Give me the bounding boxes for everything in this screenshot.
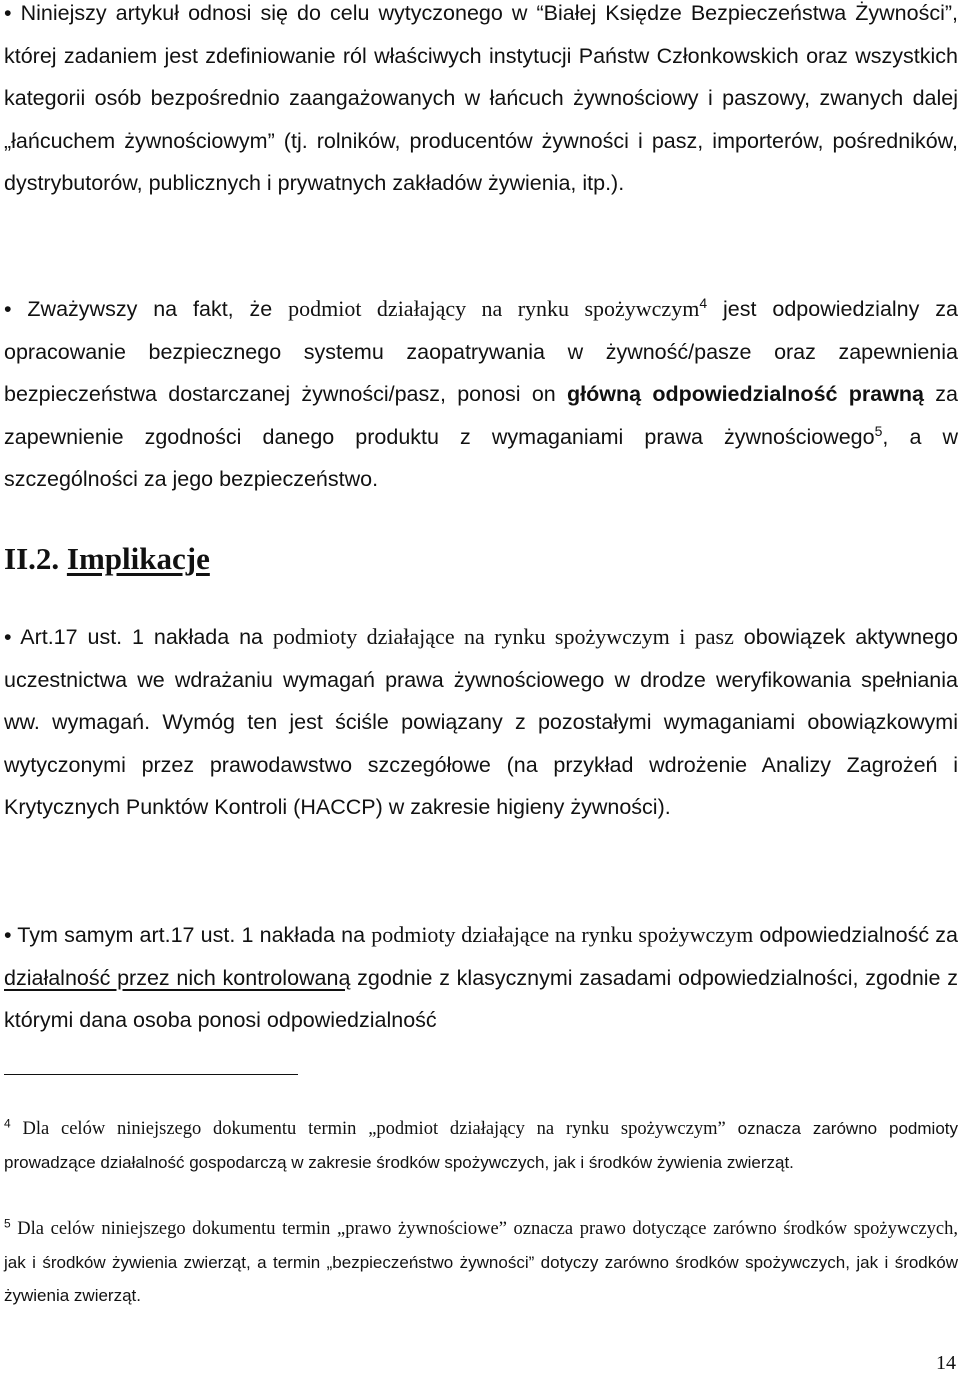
footnote-5 (4, 1212, 958, 1312)
paragraph-4-text-d: zgodnie z klasycznymi zasadami odpowiedzialności, zgodnie z którymi dana osoba ponosi odpowiedzialność (4, 965, 958, 1032)
paragraph-4-underlined-phrase: działalność przez nich kontrolowaną (4, 965, 351, 990)
paragraph-2-text-c: jest odpowiedzialny za opracowanie bezpiecznego systemu zaopatrywania w żywność/pasze oraz zapewnienia bezpieczeństwa dostarczanej żywności/pasz, ponosi on (4, 297, 958, 406)
footnote-4-number: 4 (4, 1116, 11, 1131)
paragraph-4 (4, 914, 958, 1042)
paragraph-2 (4, 288, 958, 501)
paragraph-4-serif-term: podmioty działające na rynku spożywczym (371, 922, 754, 947)
paragraph-2-serif-term: podmiot działający na rynku spożywczym (288, 296, 700, 321)
section-heading-title: Implikacje (66, 541, 210, 576)
paragraph-4-text-a: • Tym samym art.17 ust. 1 nakłada na (4, 923, 372, 947)
paragraph-2-text-d: za zapewnienie zgodności danego produktu z wymaganiami prawa żywnościowego (4, 382, 958, 449)
footnote-ref-5[interactable]: 5 (874, 422, 883, 439)
footnote-4-text: oznacza zarówno podmioty prowadzące działalność gospodarczą w zakresie środków spożywczych, jak i środków żywienia zwierząt. (4, 1119, 958, 1172)
paragraph-2-text-e: , a w szczególności za jego bezpieczeństwo. (4, 424, 958, 491)
paragraph-1: • Niniejszy artykuł odnosi się do celu wytyczonego w “Białej Księdze Bezpieczeństwa Żywności”, której zadaniem jest zdefiniowanie ról właściwych instytucji Państw Członkowskich oraz wszystkich kategorii osób bezpośrednio zaangażowanych w łańcuch żywnościowy i paszowy, zwanych dalej „łańcuchem żywnościowym” (tj. rolników, producentów żywności i pasz, importerów, pośredników, dystrybutorów, publicznych i prywatnych zakładów żywienia, itp.). (4, 1, 958, 195)
page-number: 14 (936, 1352, 956, 1374)
footnote-separator (4, 1074, 298, 1075)
footnote-5-number: 5 (4, 1216, 11, 1231)
paragraph-2-bold-phrase: główną odpowiedzialność prawną (567, 382, 925, 406)
paragraph-4-text-c: odpowiedzialność za (753, 923, 958, 947)
section-heading-number: II.2. (4, 541, 67, 576)
footnote-5-text: jak i środków żywienia zwierząt, a termin „bezpieczeństwo żywności” dotyczy zarówno środków spożywczych, jak i środków żywienia zwierząt. (4, 1253, 958, 1305)
footnote-4 (4, 1112, 958, 1179)
paragraph-3-serif-term: podmioty działające na rynku spożywczym i pasz (272, 624, 734, 649)
paragraph-3-text-a: • Art.17 ust. 1 nakłada na (4, 625, 273, 649)
paragraph-3-text-c: obowiązek aktywnego uczestnictwa we wdrażaniu wymagań prawa żywnościowego w drodze weryfikowania spełniania ww. wymagań. Wymóg ten jest ściśle powiązany z pozostałymi wymaganiami obowiązkowymi wytyczonymi przez prawodawstwo szczegółowe (na przykład wdrożenie Analizy Zagrożeń i Krytycznych Punktów Kontroli (HACCP) w zakresie higieny żywności). (4, 625, 959, 819)
footnote-5-serif-text: Dla celów niniejszego dokumentu termin „prawo żywnościowe” oznacza prawo dotyczące zarówno środków spożywczych, (10, 1219, 958, 1239)
section-heading (4, 536, 210, 582)
footnote-ref-4[interactable]: 4 (699, 294, 708, 311)
paragraph-2-text-a: • Zważywszy na fakt, że (4, 297, 289, 321)
footnote-4-serif-text: Dla celów niniejszego dokumentu termin „podmiot działający na rynku spożywczym” (10, 1119, 726, 1139)
paragraph-3 (4, 616, 958, 829)
